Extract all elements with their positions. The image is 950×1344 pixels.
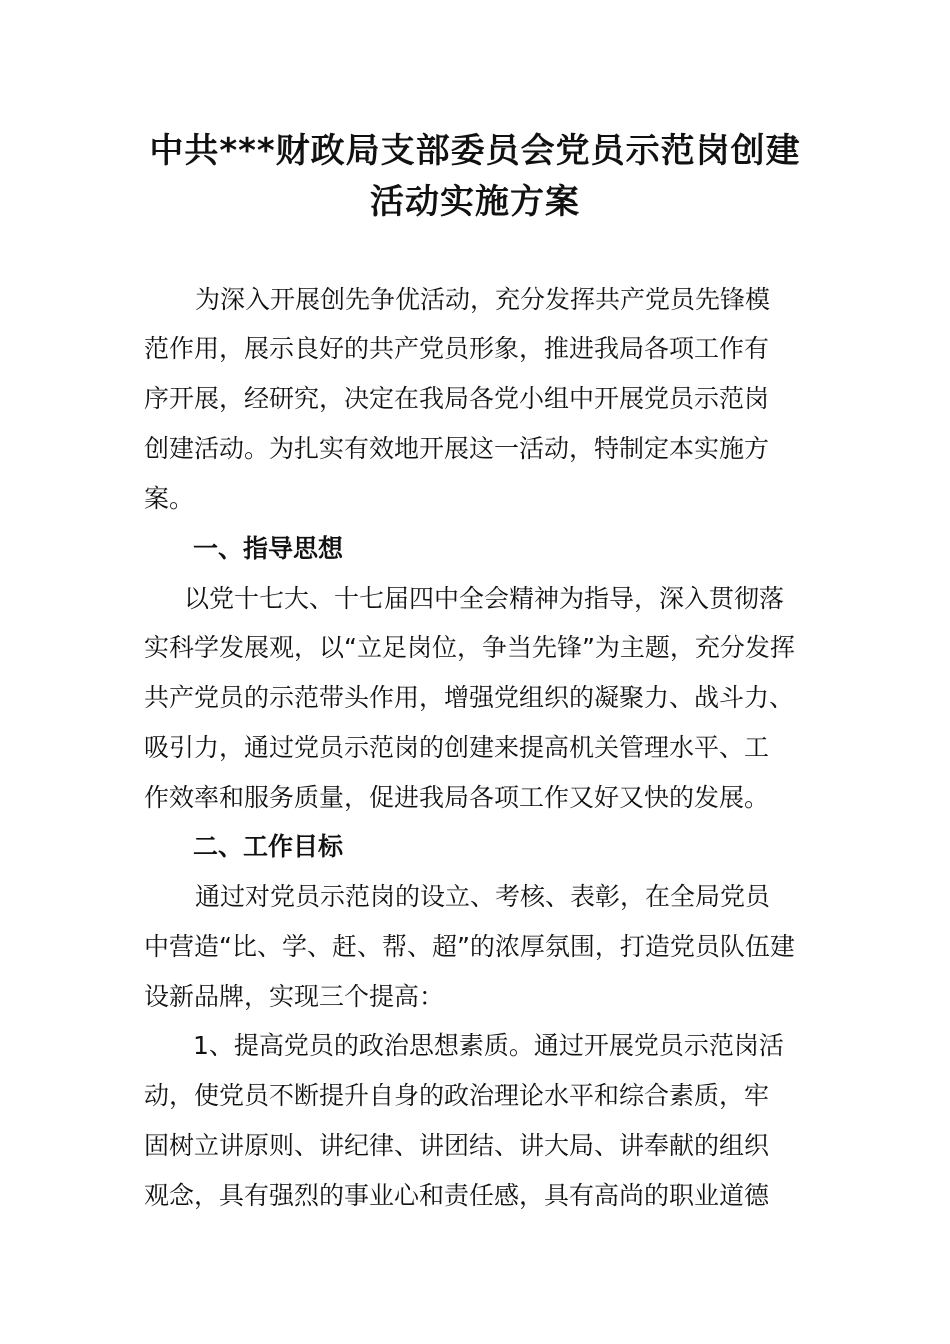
section2-line-2: 中营造“比、学、赶、帮、超”的浓厚氛围，打造党员队伍建 bbox=[144, 932, 795, 961]
intro-line-3: 序开展，经研究，决定在我局各党小组中开展党员示范岗 bbox=[144, 384, 770, 413]
intro-line-2: 范作用，展示良好的共产党员形象，推进我局各项工作有 bbox=[144, 334, 770, 363]
item1-line-2: 动，使党员不断提升自身的政治理论水平和综合素质，牢 bbox=[144, 1081, 770, 1110]
item1-line-1: 1、提高党员的政治思想素质。通过开展党员示范岗活 bbox=[193, 1031, 784, 1060]
item1-line-3: 固树立讲原则、讲纪律、讲团结、讲大局、讲奉献的组织 bbox=[144, 1131, 770, 1160]
intro-line-1: 为深入开展创先争优活动，充分发挥共产党员先锋模 bbox=[195, 285, 771, 314]
section1-line-5: 作效率和服务质量，促进我局各项工作又好又快的发展。 bbox=[144, 783, 770, 812]
section1-line-2: 实科学发展观，以“立足岗位，争当先锋”为主题，充分发挥 bbox=[144, 633, 795, 662]
section2-line-1: 通过对党员示范岗的设立、考核、表彰，在全局党员 bbox=[195, 882, 771, 911]
intro-line-4: 创建活动。为扎实有效地开展这一活动，特制定本实施方 bbox=[144, 434, 770, 463]
section1-line-4: 吸引力，通过党员示范岗的创建来提高机关管理水平、工 bbox=[144, 733, 770, 762]
document-title-line-1: 中共***财政局支部委员会党员示范岗创建 bbox=[149, 131, 801, 171]
section-heading-guiding-thought: 一、指导思想 bbox=[193, 534, 344, 563]
intro-line-5: 案。 bbox=[144, 484, 195, 513]
document-title-line-2: 活动实施方案 bbox=[370, 182, 580, 222]
section-heading-work-goals: 二、工作目标 bbox=[193, 832, 344, 861]
item1-line-4: 观念，具有强烈的事业心和责任感，具有高尚的职业道德 bbox=[144, 1181, 770, 1210]
section1-line-1: 以党十七大、十七届四中全会精神为指导，深入贯彻落 bbox=[184, 584, 785, 613]
section1-line-3: 共产党员的示范带头作用，增强党组织的凝聚力、战斗力、 bbox=[144, 683, 795, 712]
section2-line-3: 设新品牌，实现三个提高： bbox=[144, 982, 445, 1011]
